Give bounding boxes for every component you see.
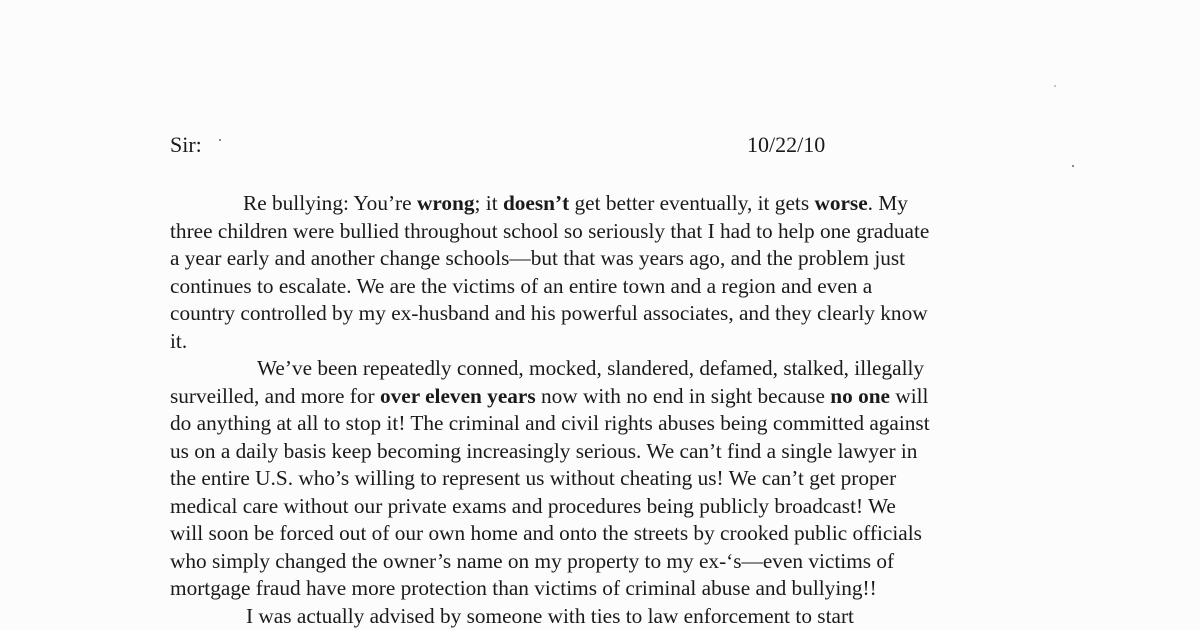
- paragraph-2-line-3: do anything at all to stop it! The criminal and civil rights abuses being committed against: [170, 411, 930, 435]
- scan-speck: [1054, 85, 1056, 87]
- emphasis-no-one: no one: [830, 383, 891, 408]
- emphasis-wrong: wrong: [416, 191, 475, 215]
- salutation: Sir:: [170, 132, 202, 157]
- paragraph-1-line-1: Re bullying: You’re wrong; it doesn’t get better eventually, it gets worse. My: [243, 191, 908, 215]
- paragraph-2-line-5: the entire U.S. who’s willing to represent us without cheating us! We can’t get proper: [170, 466, 897, 490]
- paragraph-1-line-5: country controlled by my ex-husband and his powerful associates, and they clearly know: [170, 301, 928, 325]
- letter-body: [170, 190, 1050, 630]
- letter-date: 10/22/10: [747, 132, 826, 157]
- paragraph-2-line-6: medical care without our private exams and procedures being publicly broadcast! We: [170, 493, 896, 518]
- paragraph-1-line-2: three children were bullied throughout school so seriously that I had to help one graduate: [170, 218, 930, 243]
- paragraph-2-line-2: surveilled, and more for over eleven years now with no end in sight because no one will: [170, 383, 929, 408]
- paragraph-2-line-7: will soon be forced out of our own home and onto the streets by crooked public officials: [170, 521, 922, 545]
- emphasis-doesnt: doesn’t: [502, 191, 570, 215]
- paragraph-1-line-6: it.: [170, 328, 188, 353]
- scan-speck: [219, 139, 221, 141]
- paragraph-2-line-1: We’ve been repeatedly conned, mocked, slandered, defamed, stalked, illegally: [257, 356, 925, 380]
- emphasis-over-eleven-years: over eleven years: [379, 383, 536, 408]
- scan-speck: [1072, 165, 1074, 167]
- paragraph-2-line-9: mortgage fraud have more protection than victims of criminal abuse and bullying!!: [170, 576, 877, 600]
- paragraph-2-line-4: us on a daily basis keep becoming increasingly serious. We can’t find a single lawyer in: [170, 438, 918, 463]
- paragraph-1-line-4: continues to escalate. We are the victims of an entire town and a region and even a: [170, 273, 873, 298]
- paragraph-2-line-8: who simply changed the owner’s name on my property to my ex-‘s—even victims of: [170, 548, 895, 573]
- emphasis-worse: worse: [814, 191, 868, 215]
- paragraph-1-line-3: a year early and another change schools—but that was years ago, and the problem just: [170, 246, 906, 270]
- paragraph-3-line-1: I was actually advised by someone with ties to law enforcement to start: [246, 603, 854, 628]
